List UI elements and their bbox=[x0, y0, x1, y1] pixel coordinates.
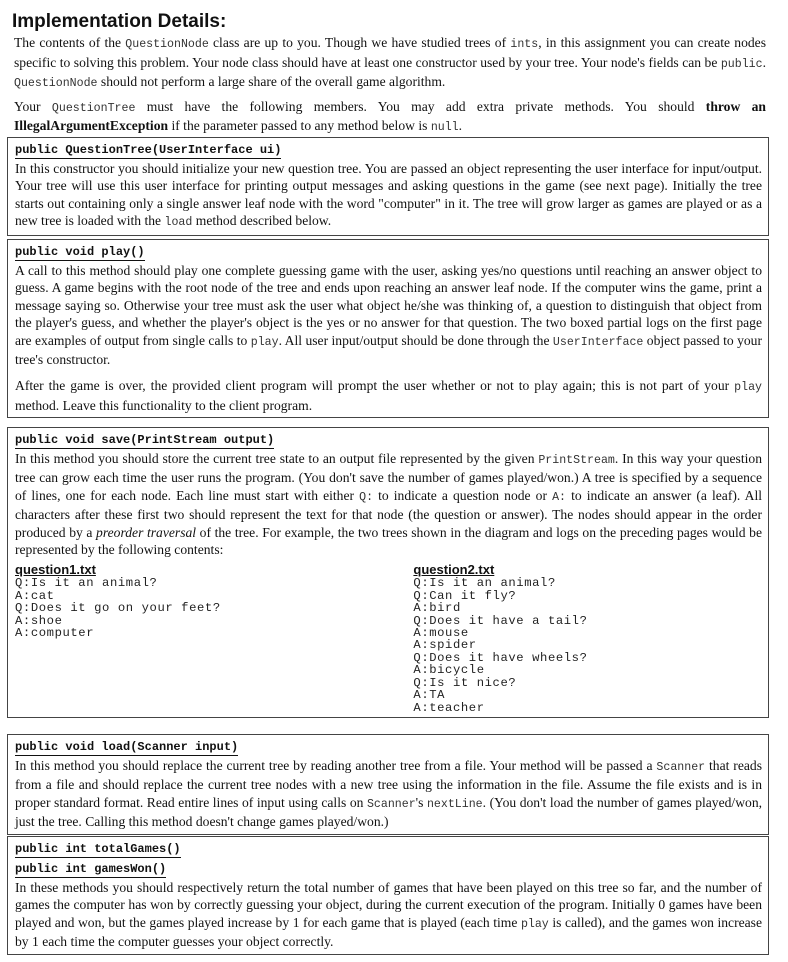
file-line: A:mouse bbox=[413, 626, 469, 641]
file-line: A:computer bbox=[15, 626, 95, 641]
file-line: A:bicycle bbox=[413, 663, 485, 678]
constructor-description: In this constructor you should initialize your new question tree. You are passed an object representing the user interface for input/output. Your tree will use this user interface for printing output messages and asking questions in the game (see next page). Initially the tree starts out containing only a single answer leaf node with the word "computer" in it. The tree will grow larger as games are played or as a new tree is loaded with the load method described below. bbox=[15, 161, 762, 230]
file-question2-name: question2.txt bbox=[413, 562, 495, 578]
file-line: A:cat bbox=[15, 588, 55, 603]
save-section bbox=[7, 427, 769, 718]
file-line: Q:Is it an animal? bbox=[413, 576, 556, 591]
file-line: A:teacher bbox=[413, 700, 485, 715]
file-line: Q:Does it have a tail? bbox=[413, 613, 588, 628]
document-page bbox=[14, 10, 766, 137]
file-question2 bbox=[413, 562, 762, 713]
file-line: A:spider bbox=[413, 638, 477, 653]
load-section bbox=[7, 734, 769, 835]
file-line: Q:Is it nice? bbox=[413, 675, 517, 690]
play-description: A call to this method should play one complete guessing game with the user, asking yes/no questions until reaching an answer object to guess. A game begins with the root node of the tree and ends upon reaching an answer leaf node. If the computer wins the game, print a message saying so. Otherwise your tree must ask the user what object he/she was thinking of, a question to distinguish that object from the player's guess, and whether the player's object is the yes or no answer for that question. The two boxed partial logs on the first page are examples of output from single calls to play. All user input/output should be done through the UserInterface object passed to your tree's constructor. bbox=[15, 263, 763, 368]
page-heading: Implementation Details: bbox=[12, 11, 227, 32]
example-files bbox=[15, 562, 762, 713]
play-section bbox=[7, 239, 769, 418]
save-description: In this method you should store the current tree state to an output file represented by the given PrintStream. In this way your question tree can grow each time the user runs the program. (You don't save the number of games played/won.) A tree is specified by a sequence of lines, one for each node. Each line must start with either Q: to indicate a question node or A: to indicate an answer (a leaf). All characters after these first two should represent the text for that node (the question or answer). The nodes should appear in the order produced by a preorder traversal of the tree. For example, the two trees shown in the diagram and logs on the preceding pages would be represented by the following contents: bbox=[15, 451, 762, 558]
constructor-signature: public QuestionTree(UserInterface ui) bbox=[15, 143, 282, 157]
file-line: A:bird bbox=[413, 601, 461, 616]
file-line: Q:Is it an animal? bbox=[15, 576, 158, 591]
file-line: Q:Does it go on your feet? bbox=[15, 601, 221, 616]
load-signature: public void load(Scanner input) bbox=[15, 740, 239, 754]
file-line: A:shoe bbox=[15, 613, 63, 628]
file-question1-name: question1.txt bbox=[15, 562, 96, 578]
intro-paragraph-1: The contents of the QuestionNode class are up to you. Though we have studied trees of ints, in this assignment you can create nodes specific to solving this problem. Your node class should have at least one constructor used by your tree. Your node's fields can be public. QuestionNode should not perform a large share of the overall game algorithm. bbox=[14, 35, 767, 91]
file-line: Q:Can it fly? bbox=[413, 588, 517, 603]
counts-description: In these methods you should respectively return the total number of games that have been played on this tree so far, and the number of games the computer has won by correctly guessing your object, during the current execution of the program. Initially 0 games have been played and won, but the games played increase by 1 for each game that is played (each time play is called), and the games won increase by 1 each time the computer guesses your object correctly. bbox=[15, 880, 762, 950]
counts-section bbox=[7, 836, 769, 955]
constructor-section bbox=[7, 137, 769, 236]
file-line: A:TA bbox=[413, 688, 446, 703]
load-description: In this method you should replace the current tree by reading another tree from a file. Your method will be passed a Scanner that reads from a file and should replace the current tree nodes with a new tree using the information in the file. Assume the file exists and is in proper standard format. Read entire lines of input using calls on Scanner's nextLine. (You don't load the number of games played/won, just the tree. Calling this method doesn't change games played/won.) bbox=[15, 758, 763, 830]
games-won-signature: public int gamesWon() bbox=[15, 862, 167, 876]
intro-paragraph-2: Your QuestionTree must have the following members. You may add extra private methods. You should throw an IllegalArgumentException if the parameter passed to any method below is null. bbox=[14, 98, 766, 135]
play-signature: public void play() bbox=[15, 245, 145, 259]
play-client-note: After the game is over, the provided client program will prompt the user whether or not to play again; this is not part of your play method. Leave this functionality to the client program. bbox=[15, 378, 762, 413]
save-signature: public void save(PrintStream output) bbox=[15, 433, 275, 447]
total-games-signature: public int totalGames() bbox=[15, 842, 181, 856]
file-line: Q:Does it have wheels? bbox=[413, 650, 588, 665]
file-question1 bbox=[15, 562, 413, 713]
